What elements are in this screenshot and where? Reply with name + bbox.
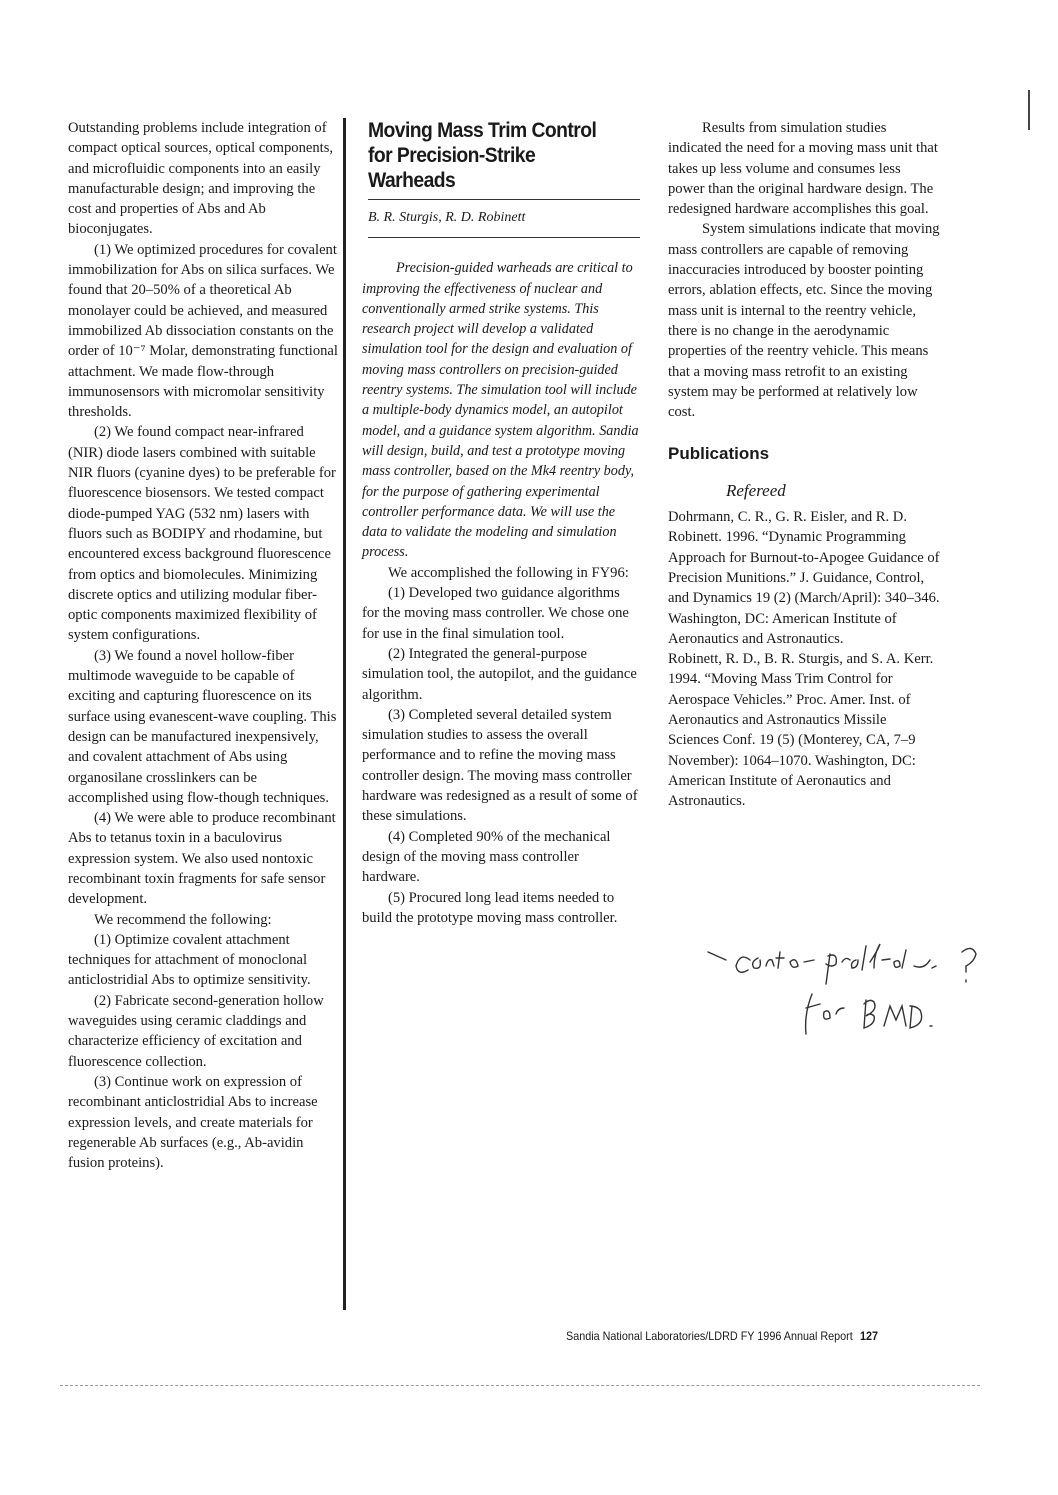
scan-artifact-line: [60, 1385, 980, 1386]
paragraph: (3) We found a novel hollow-fiber multimode waveguide to be capable of exciting and capturing fluorescence on its surface using evanescent-wave coupling. This design can be manufactured inexpensively, and covalent attachment of Abs using organosilane crosslinkers can be accomplished using flow-though techniques.: [68, 647, 337, 806]
article-authors: B. R. Sturgis, R. D. Robinett: [368, 210, 526, 225]
paragraph: Results from simulation studies indicated the need for a moving mass unit that takes up less volume and consumes less power than the original hardware design. The redesigned hardware accomplishes this goal.: [668, 120, 938, 218]
publications-heading: Publications: [668, 444, 770, 464]
page-number: 127: [859, 1329, 879, 1343]
paragraph: (1) Developed two guidance algorithms for the moving mass controller. We chose one for use in the final simulation tool.: [362, 585, 629, 642]
paragraph: (4) Completed 90% of the mechanical design of the moving mass controller hardware.: [362, 828, 611, 886]
paragraph: Outstanding problems include integration of compact optical sources, optical components, and microfluidic components into an easily manufacturable design; and improving the cost and properties of Abs and Ab bioconjugates.: [68, 120, 334, 238]
paragraph: (2) Integrated the general-purpose simulation tool, the autopilot, and the guidance algorithm.: [362, 645, 637, 703]
reference-entry: Robinett, R. D., B. R. Sturgis, and S. A. Kerr. 1994. “Moving Mass Trim Control for Aerospace Vehicles.” Proc. Amer. Inst. of Aeronautics and Astronautics Missile Sciences Conf. 19 (5) (Monterey, CA, 7–9 November): 1064–1070. Washington, DC: American Institute of Aeronautics and Astronautics.: [668, 651, 934, 810]
reference-entry: Dohrmann, C. R., G. R. Eisler, and R. D. Robinett. 1996. “Dynamic Programming Approach for Burnout-to-Apogee Guidance of Precision Munitions.” J. Guidance, Control, and Dynamics 19 (2) (March/April): 340–346. Washington, DC: American Institute of Aeronautics and Astronautics.: [668, 509, 940, 647]
article-abstract: [362, 258, 640, 562]
footer-text: Sandia National Laboratories/LDRD FY 1996 Annual Report: [566, 1329, 853, 1343]
refereed-heading: Refereed: [726, 480, 786, 500]
paragraph: We accomplished the following in FY96:: [388, 564, 629, 581]
column-divider: [343, 118, 346, 1310]
article-title: Moving Mass Trim Control for Precision-Strike Warheads: [368, 119, 597, 192]
column-middle: [362, 118, 640, 928]
paragraph: (5) Procured long lead items needed to build the prototype moving mass controller.: [362, 889, 618, 926]
column-right: [668, 118, 940, 812]
paragraph: System simulations indicate that moving mass controllers are capable of removing inaccuracies introduced by booster pointing errors, ablation effects, etc. Since the moving mass unit is internal to the reentry vehicle, there is no change in the aerodynamic properties of the reentry vehicle. This means that a moving mass retrofit to an existing system may be performed at relatively low cost.: [668, 221, 940, 421]
paragraph: (2) We found compact near-infrared (NIR) diode lasers combined with suitable NIR fluors (cyanine dyes) to be preferable for fluorescence biosensors. We tested compact diode-pumped YAG (532 nm) lasers with fluors such as BODIPY and rhodamine, but encountered excess background fluorescence from optics and biomolecules. Minimizing discrete optics and utilizing modular fiber-optic components maximized flexibility of system configurations.: [68, 424, 336, 644]
column-left: [68, 118, 338, 1173]
paragraph: We recommend the following:: [94, 911, 272, 928]
paragraph: (1) Optimize covalent attachment techniques for attachment of monoclonal anticlostridial Abs to optimize sensitivity.: [68, 931, 311, 989]
paragraph: (2) Fabricate second-generation hollow waveguides using ceramic claddings and characterize efficiency of excitation and fluorescence collection.: [68, 992, 324, 1070]
authors-rule: [368, 237, 640, 238]
title-rule: [368, 199, 640, 200]
page-footer: [566, 1329, 878, 1343]
paragraph: (3) Continue work on expression of recombinant anticlostridial Abs to increase expression levels, and create materials for regenerable Ab surfaces (e.g., Ab-avidin fusion proteins).: [68, 1073, 318, 1172]
paragraph: (4) We were able to produce recombinant Abs to tetanus toxin in a baculovirus expression system. We also used nontoxic recombinant toxin fragments for safe sensor development.: [68, 810, 336, 908]
handwritten-annotation: [700, 940, 1030, 1070]
paragraph: (3) Completed several detailed system simulation studies to assess the overall performance and to refine the moving mass controller design. The moving mass controller hardware was redesigned as a result of some of these simulations.: [362, 706, 638, 825]
scan-edge-mark: [1028, 90, 1030, 130]
paragraph: (1) We optimized procedures for covalent immobilization for Abs on silica surfaces. We found that 20–50% of a theoretical Ab monolayer could be achieved, and measured immobilized Ab dissociation constants on the order of 10⁻⁷ Molar, demonstrating functional attachment. We made flow-through immunosensors with micromolar sensitivity thresholds.: [68, 241, 338, 421]
abstract-text: Precision-guided warheads are critical to improving the effectiveness of nuclear and conventionally armed strike systems. This research project will develop a validated simulation tool for the design and evaluation of moving mass controllers on precision-guided reentry systems. The simulation tool will include a multiple-body dynamics model, an autopilot model, and a guidance system algorithm. Sandia will design, build, and test a prototype moving mass controller, based on the Mk4 reentry body, for the purpose of gathering experimental controller performance data. We will use the data to validate the modeling and simulation process.: [362, 260, 639, 561]
